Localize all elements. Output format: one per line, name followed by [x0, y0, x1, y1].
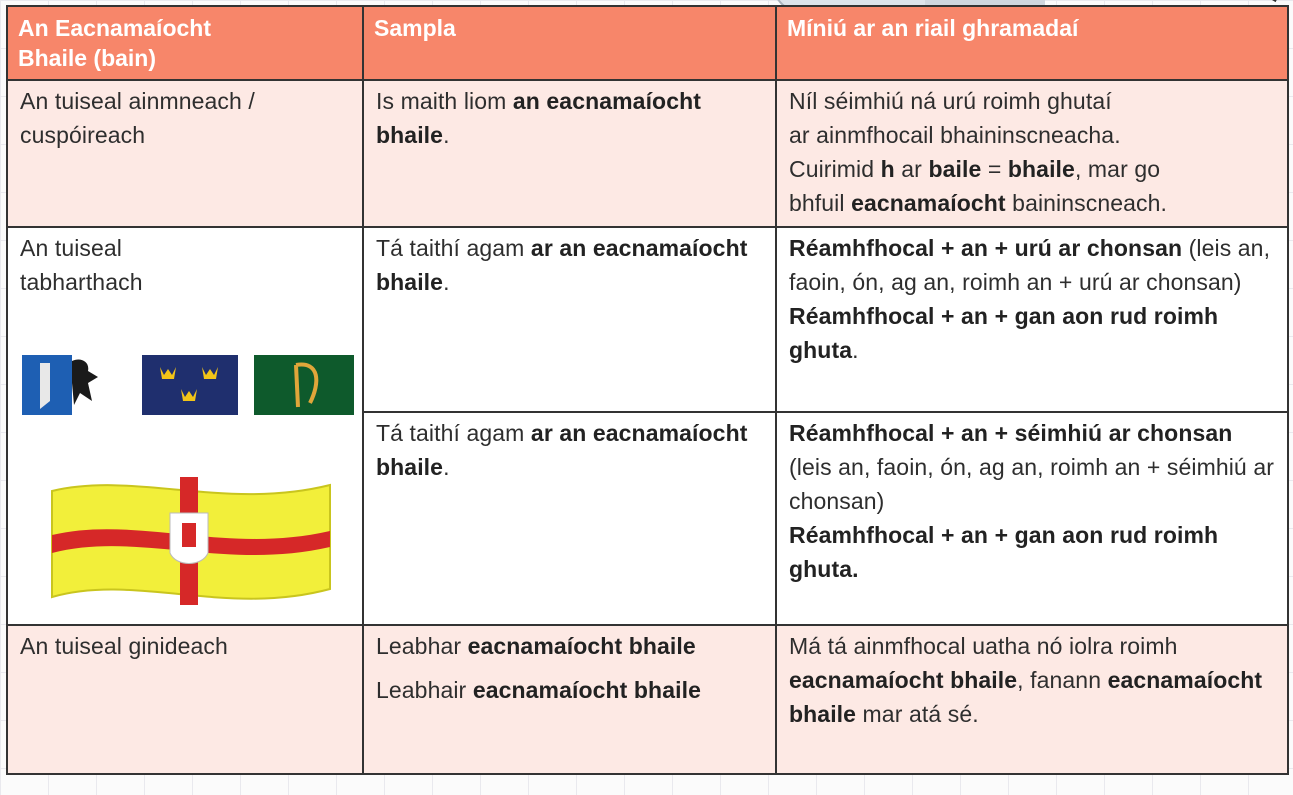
- table-row: [7, 227, 1288, 412]
- explanation-cell: Réamhfhocal + an + séimhiú ar chonsan (leis an, faoin, ón, ag an, roimh an + séimhiú ar chonsan) Réamhfhocal + an + gan aon rud roimh ghuta.: [776, 412, 1288, 625]
- explanation-cell: Má tá ainmfhocal uatha nó iolra roimh eacnamaíocht bhaile, fanann eacnamaíocht bhaile mar atá sé.: [776, 625, 1288, 774]
- case-cell: An tuiseal ainmneach / cuspóireach: [7, 80, 363, 227]
- grammar-table: [6, 5, 1289, 775]
- header-sample: Sampla: [363, 6, 776, 80]
- table-row: [7, 80, 1288, 227]
- explanation-cell: Níl séimhiú ná urú roimh ghutaí ar ainmfhocail bhaininscneacha. Cuirimid h ar baile = bhaile, mar go bhfuil eacnamaíocht baininscneach.: [776, 80, 1288, 227]
- leinster-flag-icon: [254, 355, 354, 415]
- provincial-flags: [20, 353, 352, 413]
- header-noun: An Eacnamaíocht Bhaile (bain): [7, 6, 363, 80]
- table-header-row: [7, 6, 1288, 80]
- sample-cell: Is maith liom an eacnamaíocht bhaile.: [363, 80, 776, 227]
- connacht-flag-icon: [22, 355, 122, 415]
- table-row: [7, 625, 1288, 774]
- ulster-flag-icon: [46, 471, 352, 620]
- sample-cell: Tá taithí agam ar an eacnamaíocht bhaile.: [363, 412, 776, 625]
- case-cell: An tuiseal tabharthach: [7, 227, 363, 625]
- case-cell: An tuiseal ginideach: [7, 625, 363, 774]
- header-explanation: Míniú ar an riail ghramadaí: [776, 6, 1288, 80]
- sample-cell: Leabhar eacnamaíocht bhaile Leabhair eacnamaíocht bhaile: [363, 625, 776, 774]
- sample-cell: Tá taithí agam ar an eacnamaíocht bhaile.: [363, 227, 776, 412]
- explanation-cell: Réamhfhocal + an + urú ar chonsan (leis an, faoin, ón, ag an, roimh an + urú ar chonsan) Réamhfhocal + an + gan aon rud roimh ghuta.: [776, 227, 1288, 412]
- munster-flag-icon: [142, 355, 238, 415]
